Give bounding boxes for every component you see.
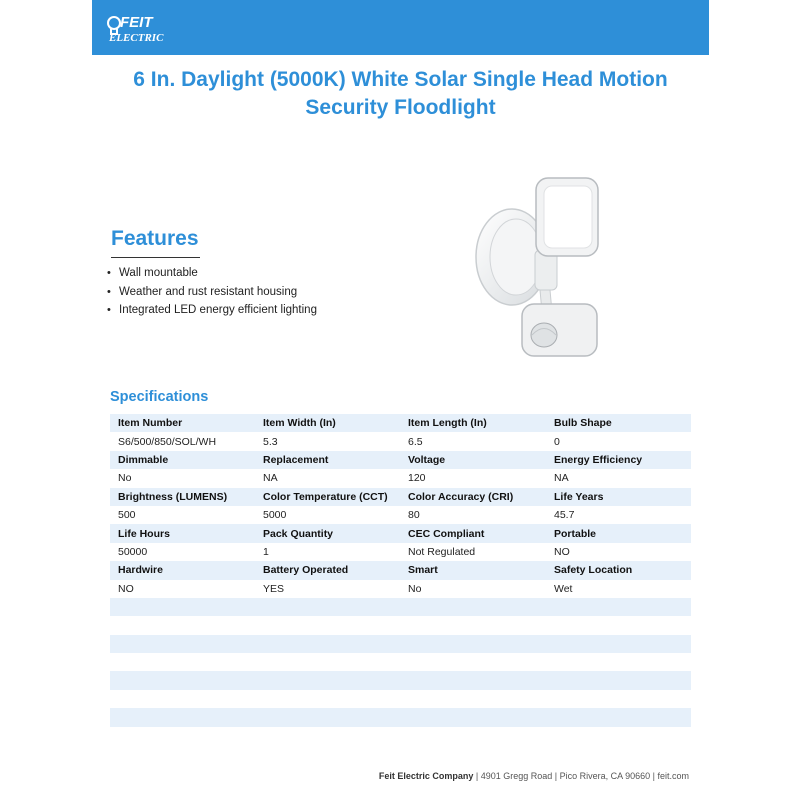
spec-label: Battery Operated <box>255 561 400 579</box>
logo-text-bottom: ELECTRIC <box>109 32 164 44</box>
spec-value: No <box>110 469 255 487</box>
spec-empty-cell <box>110 653 691 671</box>
spec-label: Brightness (LUMENS) <box>110 488 255 506</box>
spec-label: Portable <box>546 524 691 542</box>
spec-label: Dimmable <box>110 451 255 469</box>
spec-empty-cell <box>110 598 691 616</box>
spec-value: Wet <box>546 580 691 598</box>
spec-value: YES <box>255 580 400 598</box>
spec-label: Hardwire <box>110 561 255 579</box>
spec-value-row <box>110 469 691 487</box>
feature-item: • Wall mountable <box>104 264 317 283</box>
spec-label: Life Years <box>546 488 691 506</box>
spec-value-row <box>110 580 691 598</box>
spec-label-row <box>110 451 691 469</box>
spec-value: 45.7 <box>546 506 691 524</box>
spec-empty-row <box>110 690 691 708</box>
logo-text-top: FEIT <box>120 14 153 31</box>
spec-label: Bulb Shape <box>546 414 691 432</box>
spec-value: NO <box>110 580 255 598</box>
spec-value-row <box>110 506 691 524</box>
features-heading: Features <box>111 227 199 250</box>
footer-site-link[interactable]: feit.com <box>657 771 689 781</box>
spec-empty-cell <box>110 616 691 634</box>
spec-label-row <box>110 524 691 542</box>
spec-empty-cell <box>110 635 691 653</box>
spec-empty-row <box>110 671 691 689</box>
spec-value: 6.5 <box>400 432 546 450</box>
spec-value: 120 <box>400 469 546 487</box>
spec-empty-row <box>110 616 691 634</box>
spec-value: Not Regulated <box>400 543 546 561</box>
feature-item: • Integrated LED energy efficient lighting <box>104 301 317 320</box>
spec-empty-cell <box>110 671 691 689</box>
feature-item: • Weather and rust resistant housing <box>104 283 317 302</box>
spec-empty-row <box>110 708 691 726</box>
spec-empty-row <box>110 653 691 671</box>
spec-value-row <box>110 543 691 561</box>
spec-label: Pack Quantity <box>255 524 400 542</box>
spec-empty-row <box>110 598 691 616</box>
spec-empty-cell <box>110 690 691 708</box>
spec-value: NA <box>255 469 400 487</box>
page-title: 6 In. Daylight (5000K) White Solar Single Head Motion Security Floodlight <box>133 68 668 119</box>
spec-label: Item Number <box>110 414 255 432</box>
spec-value: 80 <box>400 506 546 524</box>
spec-label: Replacement <box>255 451 400 469</box>
header-bar <box>92 0 709 55</box>
spec-label: Safety Location <box>546 561 691 579</box>
spec-label: Color Temperature (CCT) <box>255 488 400 506</box>
spec-value: 5000 <box>255 506 400 524</box>
spec-value: 500 <box>110 506 255 524</box>
spec-value: 50000 <box>110 543 255 561</box>
spec-label: Life Hours <box>110 524 255 542</box>
spec-empty-row <box>110 635 691 653</box>
spec-label-row <box>110 414 691 432</box>
spec-value: NO <box>546 543 691 561</box>
spec-value: 1 <box>255 543 400 561</box>
spec-label: Smart <box>400 561 546 579</box>
footer-company: Feit Electric Company <box>378 771 474 781</box>
specifications-heading: Specifications <box>110 389 209 405</box>
spec-label: Color Accuracy (CRI) <box>400 488 546 506</box>
spec-label: CEC Compliant <box>400 524 546 542</box>
spec-label: Voltage <box>400 451 546 469</box>
features-list <box>104 264 317 320</box>
feit-electric-logo <box>106 10 176 44</box>
spec-label-row <box>110 488 691 506</box>
features-divider <box>111 257 200 258</box>
spec-empty-cell <box>110 708 691 726</box>
specifications-table <box>110 414 691 727</box>
spec-value: 0 <box>546 432 691 450</box>
spec-value: No <box>400 580 546 598</box>
spec-value-row <box>110 432 691 450</box>
footer <box>379 771 689 781</box>
spec-label: Energy Efficiency <box>546 451 691 469</box>
spec-label: Item Length (In) <box>400 414 546 432</box>
spec-label: Item Width (In) <box>255 414 400 432</box>
footer-address: | 4901 Gregg Road | Pico Rivera, CA 90660 | <box>473 771 658 781</box>
spec-value: 5.3 <box>255 432 400 450</box>
floodlight-product-image <box>470 172 620 372</box>
item-number-link[interactable]: S6/500/850/SOL/WH <box>110 432 255 450</box>
spec-label-row <box>110 561 691 579</box>
spec-value: NA <box>546 469 691 487</box>
